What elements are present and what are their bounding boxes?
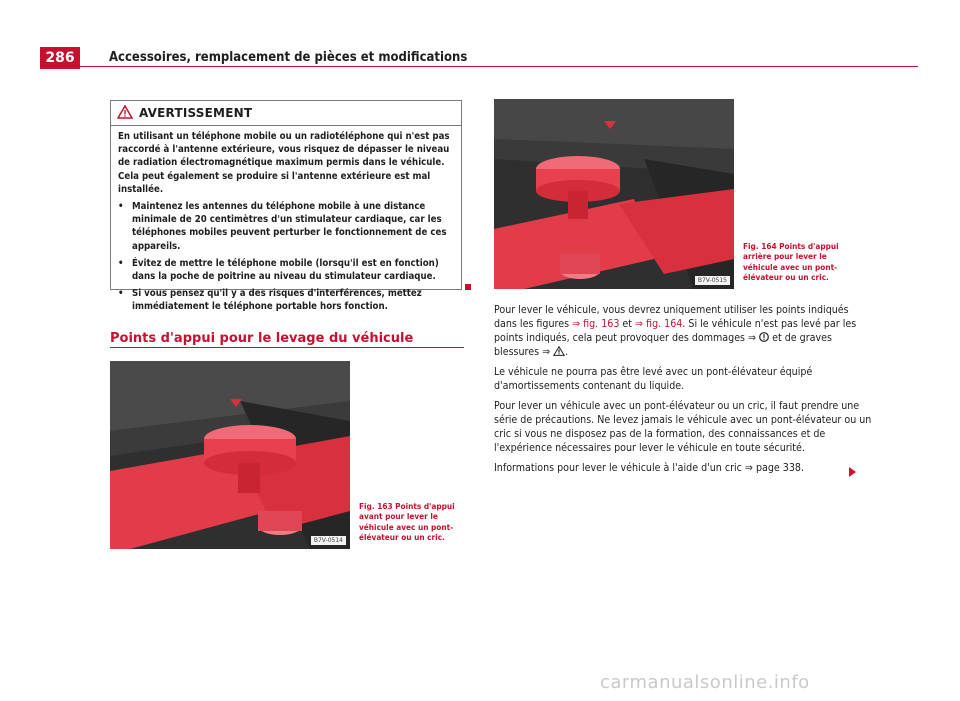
section-end-mark <box>465 284 471 290</box>
warning-intro: En utilisant un téléphone mobile ou un radiotéléphone qui n'est pas raccordé à l'antenne extérieure, vous risquez de dépasser le niveau de radiation électromagnétique maximum permis dans le véhicule. Cela peut également se produire si l'antenne extérieure est mal installée. <box>118 131 450 195</box>
warning-body <box>111 126 461 314</box>
body-paragraph: Pour lever le véhicule, vous devrez uniquement utiliser les points indiqués dans les figures ⇒ fig. 163 et ⇒ fig. 164. Si le véhicule n'est pas levé par les points indiqués, cela peut provoquer des dommages ⇒ et de graves blessures ⇒ . <box>494 304 857 358</box>
warning-label: AVERTISSEMENT <box>139 106 253 120</box>
warning-header <box>111 101 461 126</box>
warning-bullet: • Maintenez les antennes du téléphone mobile à une distance minimale de 20 centimètres d'un stimulateur cardiaque, car les téléphones mobiles peuvent perturber le fonctionnement de ces appareils. <box>118 201 447 252</box>
body-paragraph: Pour lever un véhicule avec un pont-élévateur ou un cric, il faut prendre une série de précautions. Ne levez jamais le véhicule avec un pont-élévateur ou un cric si vous ne disposez pas de la formation, des connaissances et de l'expérience nécessaires pour lever le véhicule en toute sécurité. <box>494 400 872 454</box>
body-text <box>494 303 874 481</box>
warning-triangle-icon <box>117 104 133 123</box>
notice-circle-icon <box>759 332 769 344</box>
header-title: Accessoires, remplacement de pièces et modifications <box>109 50 468 65</box>
section-rule <box>110 347 464 348</box>
warning-bullet: • Évitez de mettre le téléphone mobile (lorsqu'il est en fonction) dans la poche de poitrine au niveau du stimulateur cardiaque. <box>118 257 439 283</box>
page-number: 286 <box>40 47 80 69</box>
section-title: Points d'appui pour le levage du véhicule <box>110 331 414 346</box>
figure-163-photo <box>110 361 350 549</box>
figure-163-caption: Fig. 163 Points d'appui avant pour lever le véhicule avec un pont-élévateur ou un cric. <box>359 501 455 543</box>
warning-bullet: • Si vous pensez qu'il y a des risques d'interférences, mettez immédiatement le téléphone portable hors fonction. <box>118 288 422 313</box>
warning-box <box>110 100 462 313</box>
figure-164-caption: Fig. 164 Points d'appui arrière pour lever le véhicule avec un pont-élévateur ou un cric. <box>743 241 839 283</box>
continue-arrow-icon <box>849 467 856 477</box>
fig-164-link[interactable]: ⇒ fig. 164 <box>635 318 683 330</box>
watermark: carmanualsonline.info <box>600 672 810 693</box>
header-rule <box>80 66 918 67</box>
figure-code: B7V-0515 <box>695 276 730 285</box>
warning-triangle-icon <box>553 346 565 358</box>
fig-163-link[interactable]: ⇒ fig. 163 <box>572 318 620 330</box>
body-paragraph: Informations pour lever le véhicule à l'aide d'un cric ⇒ page 338. <box>494 462 804 474</box>
figure-code: B7V-0514 <box>311 536 346 545</box>
body-paragraph: Le véhicule ne pourra pas être levé avec un pont-élévateur équipé d'amortissements contenant du liquide. <box>494 366 813 392</box>
figure-164-photo <box>494 99 734 289</box>
